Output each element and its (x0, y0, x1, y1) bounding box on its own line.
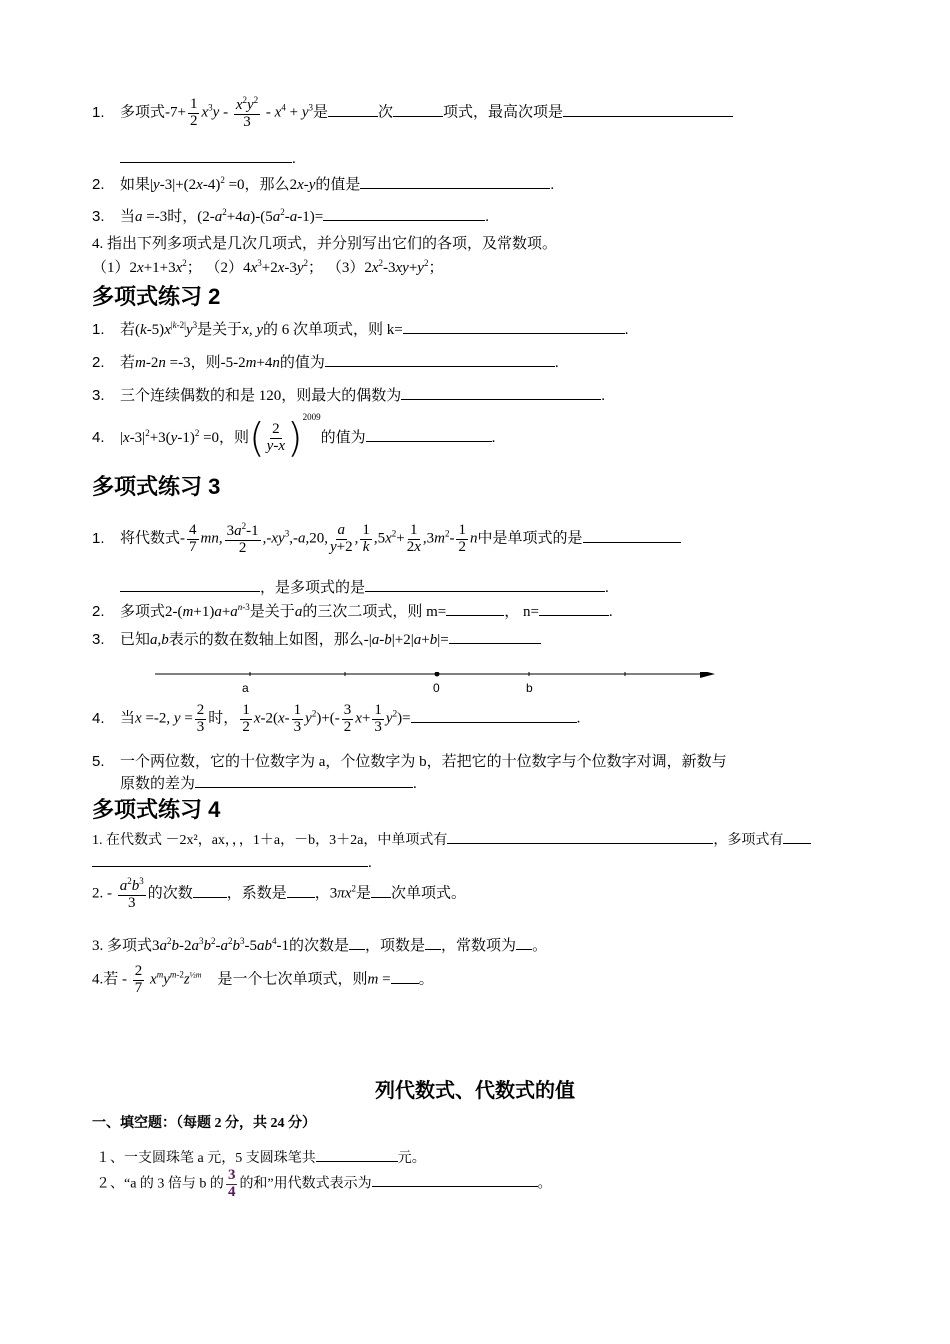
question-number: 1. (92, 321, 105, 338)
section-q1: １、一支圆珠笔 a 元，5 支圆珠笔共 元。 (96, 1147, 426, 1167)
question-number: 4. (92, 429, 105, 446)
set3-q5-cont: 原数的差为 . (120, 772, 417, 793)
axis-label-a: a (242, 681, 249, 695)
answer-blank[interactable] (583, 528, 681, 543)
set4-q1: 1. 在代数式 －2x²，ax，，，1＋a，－b，3＋2a，中单项式有 ，多项式有 (92, 829, 811, 849)
answer-blank[interactable] (120, 577, 260, 592)
set1-q1-cont: . (120, 148, 296, 168)
set1-q3: 3. 当a =-3时，$(2-a^2+4a)-(5a^2-a-1)=$ . (92, 207, 489, 225)
section-title: 多项式练习 4 (92, 797, 221, 822)
set3-q4: 4. 当x =-2, y = $\frac{2}{3}$ 时， $\frac{1}{2}$ x-2(x- $\frac{1}{3}$ $y^2)+(-$ $\frac{3}{2}$ x+ $\frac{1}{3}$ $y^2)=$ . (92, 702, 581, 735)
question-number: 5. (92, 753, 105, 770)
set4-q1-cont: . (92, 852, 372, 872)
answer-blank[interactable] (403, 319, 625, 334)
question-number: 3. (92, 387, 105, 404)
set1-q1: 1. 多项式-7+ $\frac{1}{2}$ $x^3y$ - $\frac{x^2y^2}{3}$ - $x^4 + y^3$是 次 项式，最高次项是 (92, 96, 733, 131)
section-title: 多项式练习 2 (92, 284, 221, 309)
number-line (155, 672, 715, 702)
answer-blank[interactable] (193, 883, 227, 898)
set1-q4: 4. 指出下列多项式是几次几项式，并分别写出它们的各项，及常数项。 (92, 236, 558, 252)
answer-blank[interactable] (563, 102, 733, 117)
set2-q2: 2. 若m-2n =-3，则-5-2m+4n的值为 . (92, 354, 559, 371)
answer-blank[interactable] (425, 935, 441, 950)
answer-blank[interactable] (401, 385, 601, 400)
set4-q3: 3. 多项式$3a^2b-2a^3b^2-a^2b^3-5ab^4-1$的次数是 ，项数是 ，常数项为 。 (92, 936, 548, 954)
arrow-icon (700, 672, 715, 678)
set2-q4: 4. $|x-3|^2+3(y-1)^2 =0$，则( $\frac{2}{y-x}$ )$^{2009}$的值为 . (92, 412, 496, 462)
answer-blank[interactable] (446, 601, 504, 616)
answer-blank[interactable] (372, 1172, 538, 1187)
set2-q1: 1. 若$(k-5)x^{|k-2|}y^3$是关于x, y的 6 次单项式，则 k= . (92, 320, 629, 338)
answer-blank[interactable] (92, 852, 368, 867)
answer-blank[interactable] (323, 206, 485, 221)
answer-blank[interactable] (539, 601, 609, 616)
section-heading: 列代数式、代数式的值 (375, 1080, 575, 1102)
answer-blank[interactable] (349, 935, 365, 950)
set3-q3: 3. 已知a,b表示的数在数轴上如图，那么-|a-b|+2|a+b|= (92, 628, 541, 649)
answer-blank[interactable] (287, 883, 315, 898)
question-number: 2. (92, 176, 105, 193)
set4-q4: 4.若 - $\frac{2}{7}$ $x^my^{m-2}z^{\frac{1}{2}m}$ 是一个七次单项式，则m = 。 (92, 963, 434, 996)
answer-blank[interactable] (516, 935, 532, 950)
section-title: 多项式练习 3 (92, 474, 221, 499)
answer-blank[interactable] (393, 102, 443, 117)
question-number: 4. (92, 709, 105, 727)
answer-blank[interactable] (316, 1147, 398, 1162)
question-number: 1. (92, 103, 105, 121)
answer-blank[interactable] (365, 577, 605, 592)
answer-blank[interactable] (195, 773, 413, 788)
question-number: 3. (92, 631, 105, 648)
question-number: 1. (92, 529, 105, 547)
set3-q2: 2. 多项式$2-(m+1)a+a^{n-3}$是关于a的三次二项式，则 m= ， n= . (92, 602, 613, 620)
answer-blank[interactable] (411, 708, 577, 723)
section-q2: ２、“a 的 3 倍与 b 的 $\frac{3}{4}$ 的和”用代数式表示为 。 (96, 1167, 552, 1200)
answer-blank[interactable] (366, 427, 492, 442)
set1-q2: 2. 如果$|y-3|+(2x-4)^2 =0$，那么2x-y的值是 . (92, 175, 555, 193)
answer-blank[interactable] (120, 148, 292, 163)
axis-label-zero: 0 (433, 681, 440, 695)
question-number: 2. (92, 603, 105, 620)
set3-q5: 5. 一个两位数，它的十位数字为 a，个位数字为 b，若把它的十位数字与个位数字对调，新数与 (92, 753, 727, 770)
answer-blank[interactable] (783, 829, 811, 844)
answer-blank[interactable] (449, 629, 541, 644)
set3-q1-cont: ，是多项式的是 . (120, 576, 609, 597)
origin-dot (435, 672, 440, 677)
set3-q1: 1. 将代数式- $\frac{4}{7}$ mn, $\frac{3a^2-1}{2}$ $,-xy^3,-a,20$, $\frac{a}{y+2}$ , $\frac{1}{k}$ $,5x^2+$ $\frac{1}{2x}$ $,3m^2-$ $\frac{1}{2}$ n中是单项式的是 (92, 522, 681, 557)
set4-q2: 2. - $\frac{a^2b^3}{3}$ 的次数 ，系数是 ，$3\pi x^2$是 次单项式。 (92, 876, 467, 911)
fill-in-heading: 一、填空题：（每题 2 分，共 24 分） (92, 1116, 316, 1131)
answer-blank[interactable] (391, 969, 419, 984)
question-number: 2. (92, 354, 105, 371)
answer-blank[interactable] (360, 174, 550, 189)
answer-blank[interactable] (371, 883, 391, 898)
answer-blank[interactable] (325, 352, 555, 367)
answer-blank[interactable] (328, 102, 378, 117)
axis-label-b: b (526, 681, 533, 695)
set1-q4-items: $(1)2x+1+3x^2$； $(2)4x^3+2x-3y^2$； $(3)2x^2-3xy+y^2$； (92, 258, 444, 276)
set2-q3: 3. 三个连续偶数的和是 120，则最大的偶数为 . (92, 387, 606, 404)
question-number: 3. (92, 208, 105, 225)
answer-blank[interactable] (447, 829, 713, 844)
